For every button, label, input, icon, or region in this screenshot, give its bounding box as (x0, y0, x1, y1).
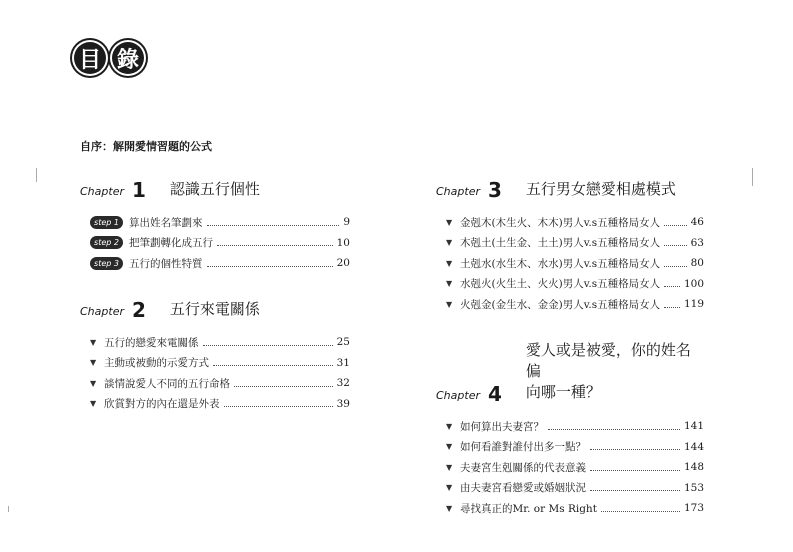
toc-entry[interactable] (446, 233, 704, 254)
entry-page: 153 (683, 481, 704, 494)
toc-entry[interactable] (446, 457, 704, 478)
scan-mark (8, 506, 9, 512)
bullet-icon: ▼ (446, 279, 453, 289)
toc-entry[interactable] (446, 478, 704, 499)
scan-mark (36, 168, 37, 182)
chapter-number: 2 (131, 298, 146, 322)
toc-entry[interactable] (446, 212, 704, 233)
toc-entry[interactable] (90, 233, 350, 254)
chapter-title: 五行來電關係 (169, 300, 260, 318)
entry-text: 水剋火(火生土、火火)男人v.s五種格局女人 (460, 278, 661, 291)
chapter-title: 認識五行個性 (169, 180, 260, 198)
leader-dots (590, 490, 680, 491)
bullet-icon: ▼ (446, 462, 453, 472)
leader-dots (664, 286, 680, 287)
entry-text: 算出姓名筆劃來 (129, 216, 203, 229)
leader-dots (207, 266, 333, 267)
toc-entry[interactable] (446, 437, 704, 458)
leader-dots (664, 245, 687, 246)
chapter-number: 4 (487, 382, 502, 406)
leader-dots (207, 225, 340, 226)
chapter-label: Chapter (436, 185, 480, 198)
entry-text: 主動或被動的示愛方式 (104, 357, 209, 370)
leader-dots (664, 225, 687, 226)
entry-text: 夫妻宮生剋關係的代表意義 (460, 461, 586, 474)
entry-page: 63 (690, 236, 704, 249)
entry-page: 100 (683, 277, 704, 290)
chapter-2 (80, 298, 350, 414)
entry-text: 由夫妻宮看戀愛或婚姻狀況 (460, 482, 586, 495)
bullet-icon: ▼ (90, 378, 97, 388)
leader-dots (590, 470, 680, 471)
leader-dots (664, 266, 687, 267)
toc-entry[interactable] (446, 416, 704, 437)
bullet-icon: ▼ (446, 421, 453, 431)
bullet-icon: ▼ (446, 483, 453, 493)
entry-page: 148 (683, 461, 704, 474)
entry-text: 木剋土(土生金、土土)男人v.s五種格局女人 (460, 237, 661, 250)
step-2-badge: step 2 (90, 236, 123, 249)
toc-entry[interactable] (90, 394, 350, 415)
chapter-title: 五行男女戀愛相處模式 (525, 180, 676, 198)
step-1-badge: step 1 (90, 216, 123, 229)
title-glyph-lu: 錄 (110, 40, 146, 76)
toc-title (72, 40, 146, 76)
entry-text: 土剋水(水生木、水水)男人v.s五種格局女人 (460, 257, 661, 270)
entry-page: 141 (683, 420, 704, 433)
leader-dots (548, 429, 680, 430)
entry-text: 五行的戀愛來電關係 (104, 336, 199, 349)
entry-text: 談情說愛人不同的五行命格 (104, 377, 230, 390)
entry-page: 80 (690, 257, 704, 270)
title-glyph-mu: 目 (72, 40, 108, 76)
leader-dots (217, 245, 333, 246)
toc-entry[interactable] (90, 212, 350, 233)
step-3-badge: step 3 (90, 257, 123, 270)
entry-page: 173 (683, 502, 704, 515)
entry-text: 金剋木(木生火、木木)男人v.s五種格局女人 (460, 216, 661, 229)
bullet-icon: ▼ (90, 399, 97, 409)
leader-dots (213, 365, 333, 366)
entry-page: 10 (336, 236, 350, 249)
entry-text: 尋找真正的Mr. or Ms Right (460, 502, 597, 515)
bullet-icon: ▼ (446, 238, 453, 248)
preface-entry[interactable]: 自序：解開愛情習題的公式 (80, 140, 212, 153)
entry-page: 46 (690, 216, 704, 229)
entry-text: 如何算出夫妻宮？ (460, 420, 544, 433)
chapter-3 (436, 178, 704, 315)
chapter-title-line-2: 向哪一種？ (525, 383, 601, 401)
toc-entry[interactable] (446, 253, 704, 274)
toc-entry[interactable] (90, 373, 350, 394)
entry-page: 39 (336, 397, 350, 410)
bullet-icon: ▼ (446, 299, 453, 309)
scan-mark (752, 168, 753, 186)
leader-dots (234, 386, 333, 387)
toc-entry[interactable] (90, 253, 350, 274)
bullet-icon: ▼ (446, 442, 453, 452)
entry-page: 25 (336, 336, 350, 349)
entry-page: 32 (336, 377, 350, 390)
chapter-title-line-1: 愛人或是被愛，你的姓名偏 (525, 341, 691, 380)
chapter-4 (436, 340, 704, 519)
chapter-title (526, 340, 704, 404)
leader-dots (601, 511, 680, 512)
toc-entry[interactable] (446, 274, 704, 295)
bullet-icon: ▼ (90, 358, 97, 368)
leader-dots (664, 307, 680, 308)
chapter-number: 1 (131, 178, 146, 202)
entry-page: 144 (683, 440, 704, 453)
chapter-label: Chapter (436, 389, 480, 402)
toc-entry[interactable] (446, 294, 704, 315)
entry-text: 火剋金(金生水、金金)男人v.s五種格局女人 (460, 298, 661, 311)
toc-entry[interactable] (90, 353, 350, 374)
leader-dots (224, 406, 333, 407)
entry-page: 20 (336, 257, 350, 270)
entry-text: 五行的個性特質 (129, 257, 203, 270)
entry-text: 欣賞對方的內在還是外表 (104, 398, 220, 411)
entry-text: 如何看誰對誰付出多一點？ (460, 441, 586, 454)
entry-page: 9 (343, 216, 350, 229)
leader-dots (590, 449, 680, 450)
toc-entry[interactable] (446, 498, 704, 519)
chapter-label: Chapter (80, 185, 124, 198)
bullet-icon: ▼ (446, 503, 453, 513)
chapter-1 (80, 178, 350, 274)
leader-dots (203, 345, 333, 346)
toc-entry[interactable] (90, 332, 350, 353)
entry-text: 把筆劃轉化成五行 (129, 237, 213, 250)
chapter-label: Chapter (80, 305, 124, 318)
chapter-number: 3 (487, 178, 502, 202)
bullet-icon: ▼ (446, 217, 453, 227)
entry-page: 119 (683, 298, 704, 311)
entry-page: 31 (336, 356, 350, 369)
bullet-icon: ▼ (90, 337, 97, 347)
bullet-icon: ▼ (446, 258, 453, 268)
